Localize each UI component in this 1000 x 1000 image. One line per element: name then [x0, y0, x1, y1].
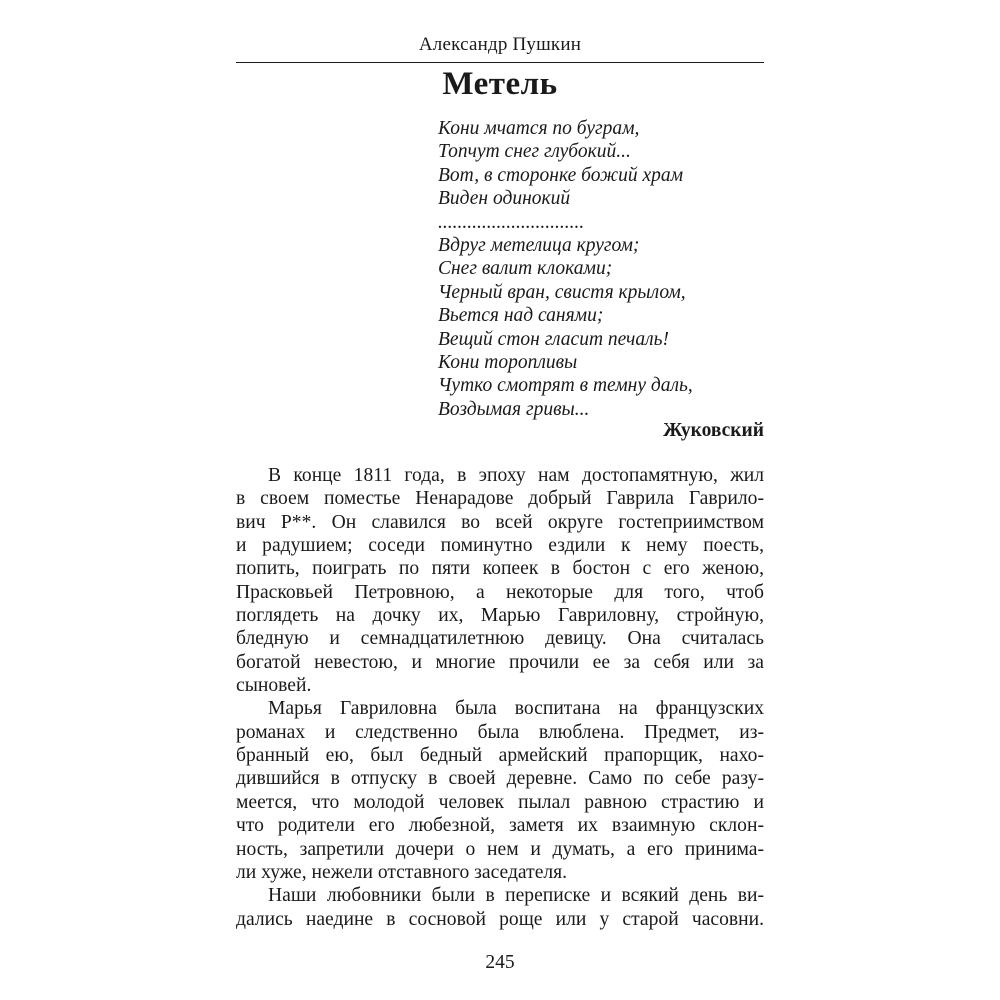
- chapter-title: Метель: [442, 66, 558, 102]
- epigraph-line: Топчут снег глубокий...: [438, 141, 631, 163]
- text-line: бранный ею, был бедный армейский прапорщик, нахо-: [236, 745, 764, 767]
- epigraph-line: Кони торопливы: [438, 352, 578, 374]
- epigraph-line: Виден одинокий: [438, 188, 571, 210]
- epigraph-line: Снег валит клоками;: [438, 258, 613, 280]
- text-line: в своем поместье Ненарадове добрый Гаврила Гаврило-: [236, 488, 764, 510]
- page-number: 245: [485, 952, 515, 973]
- epigraph-line: Чутко смотрят в темну даль,: [438, 375, 693, 397]
- text-line: поглядеть на дочку их, Марью Гавриловну, стройную,: [236, 605, 764, 627]
- text-line: меется, что молодой человек пылал равною страстию и: [236, 791, 764, 813]
- epigraph: [438, 117, 768, 421]
- text-line: дившийся в отпуску в своей деревне. Само по себе разу-: [236, 768, 764, 790]
- epigraph-line: Черный вран, свистя крылом,: [438, 281, 686, 303]
- text-line: что родители его любезной, заметя их взаимную склон-: [236, 815, 764, 837]
- epigraph-line: Вдруг метелица кругом;: [438, 235, 640, 257]
- text-line: романах и следственно была влюблена. Предмет, из-: [236, 721, 764, 743]
- text-line: вич Р**. Он славился во всей округе гостеприимством: [236, 511, 764, 533]
- text-line: богатой невестою, и многие прочили ее за себя или за: [236, 651, 764, 673]
- text-line: сыновей.: [236, 675, 312, 697]
- epigraph-line: ..............................: [438, 211, 585, 233]
- text-line: Наши любовники были в переписке и всякий день ви-: [268, 885, 764, 907]
- epigraph-line: Воздымая гривы...: [438, 398, 590, 420]
- text-line: и радушием; соседи поминутно ездили к нему поесть,: [236, 535, 764, 557]
- text-line: ность, запретили дочери о нем и думать, а его принима-: [236, 838, 764, 860]
- epigraph-line: Вещий стон гласит печаль!: [438, 328, 669, 350]
- epigraph-line: Вот, в сторонке божий храм: [438, 164, 684, 186]
- body-text: [236, 464, 764, 931]
- text-line: В конце 1811 года, в эпоху нам достопамятную, жил: [268, 465, 764, 486]
- epigraph-line: Кони мчатся по буграм,: [438, 118, 640, 139]
- text-line: бледную и семнадцатилетнюю девицу. Она считалась: [236, 628, 764, 650]
- epigraph-line: Вьется над санями;: [438, 305, 604, 327]
- running-head: Александр Пушкин: [418, 34, 582, 55]
- text-line: ли хуже, нежели отставного заседателя.: [236, 861, 568, 883]
- text-line: дались наедине в сосновой роще или у старой часовни.: [236, 908, 764, 930]
- text-line: Марья Гавриловна была воспитана на французских: [268, 698, 764, 720]
- text-line: попить, поиграть по пяти копеек в бостон с его женою,: [236, 558, 764, 580]
- epigraph-author: Жуковский: [663, 420, 764, 441]
- text-line: Прасковьей Петровною, а некоторые для того, чтоб: [236, 581, 764, 603]
- header-rule: [236, 62, 764, 63]
